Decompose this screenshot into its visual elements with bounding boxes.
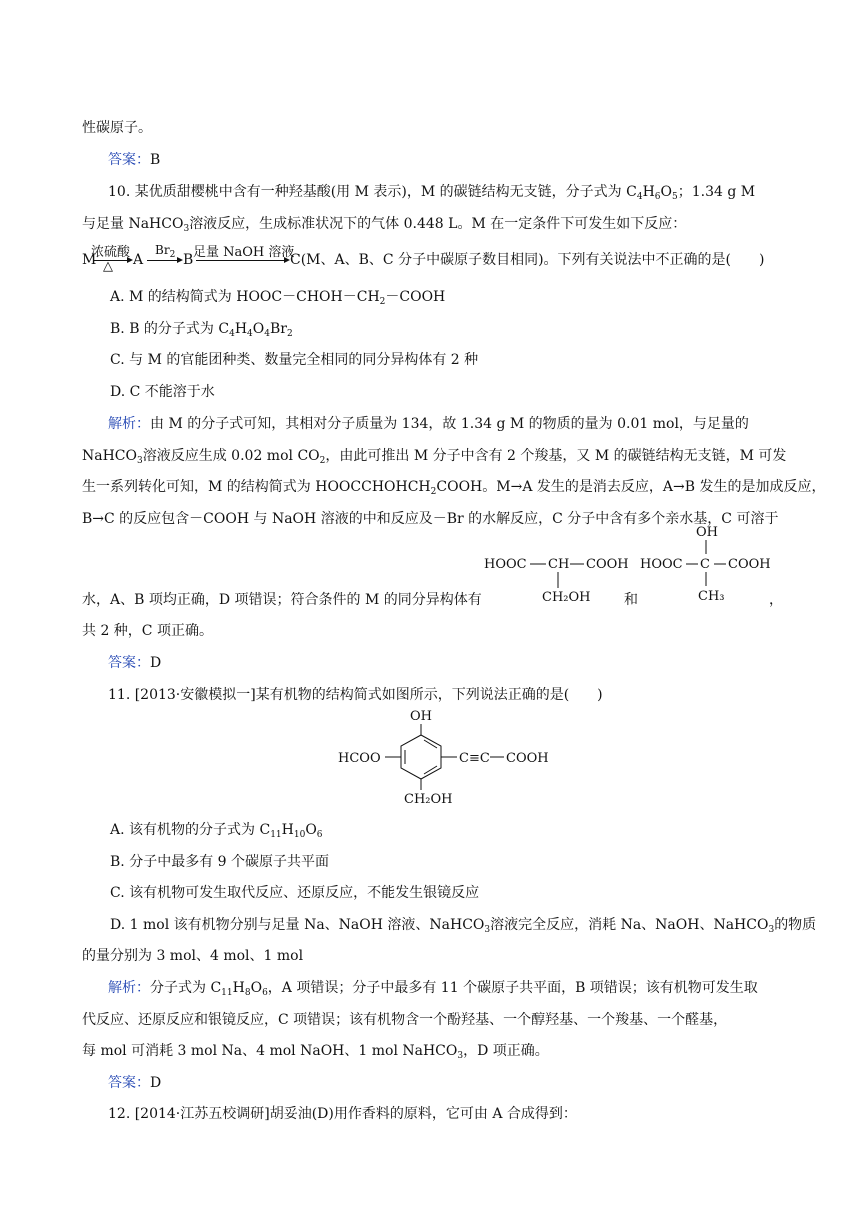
q11-option-d-line2: 的量分别为 3 mol、4 mol、1 mol — [82, 948, 304, 964]
q11-option-a: A. 该有机物的分子式为 $C_{11}H_{10}O_6$ — [110, 822, 323, 840]
q10-explanation-line1: 解析：由 M 的分子式可知，其相对分子质量为 134，故 1.34 g M 的物质的量为 0.01 mol，与足量的 — [108, 416, 749, 432]
svg-text:HCOO: HCOO — [338, 751, 381, 766]
q10-explanation-comma: ， — [769, 592, 783, 608]
q10-option-b: B. B 的分子式为 $C_4H_4O_4Br_2$ — [110, 321, 293, 339]
answer-label: 答案： — [108, 152, 150, 168]
svg-text:C: C — [700, 557, 710, 572]
q11-stem: 11. [2013·安徽模拟一]某有机物的结构简式如图所示，下列说法正确的是( ) — [108, 687, 603, 703]
q11-option-c: C. 该有机物可发生取代反应、还原反应，不能发生银镜反应 — [110, 885, 480, 901]
scheme-a: A — [133, 252, 144, 268]
isomer-structure-1 — [480, 548, 630, 608]
intro-line: 性碳原子。 — [82, 120, 152, 136]
svg-text:HOOC: HOOC — [484, 557, 527, 572]
q10-explanation-line4: B→C 的反应包含－COOH 与 NaOH 溶液的中和反应及－Br 的水解反应，C 分子中含有多个亲水基，C 可溶于 — [82, 511, 779, 527]
scheme-b: B — [183, 252, 194, 268]
arrow1-below: △ — [103, 259, 113, 274]
q10-explanation-line2: NaHCO$_3$溶液反应生成 0.02 mol $CO_2$，由此可推出 M 分子中含有 2 个羧基，又 M 的碳链结构无支链，M 可发 — [82, 448, 787, 466]
svg-text:OH: OH — [410, 709, 432, 724]
q10-stem-line2: 与足量 NaHCO$_3$溶液反应，生成标准状况下的气体 0.448 L。M 在一定条件下可发生如下反应： — [82, 216, 687, 234]
svg-text:CH₂OH: CH₂OH — [404, 792, 453, 806]
svg-text:OH: OH — [696, 525, 718, 540]
scheme-m: M — [82, 252, 97, 268]
q11-explanation-line1: 解析：分子式为 $C_{11}H_8O_6$，A 项错误；分子中最多有 11 个碳原子共平面，B 项错误；该有机物可发生取 — [108, 980, 758, 998]
q10-explanation-line6: 共 2 种，C 项正确。 — [82, 623, 213, 639]
q10-stem-line1: 10. 某优质甜樱桃中含有一种羟基酸(用 M 表示)，M 的碳链结构无支链，分子式为 $C_4H_6O_5$；1.34 g M — [108, 184, 756, 202]
svg-text:COOH: COOH — [506, 751, 549, 766]
answer-10: 答案：D — [108, 655, 162, 671]
answer-value: B — [150, 152, 161, 168]
q10-option-d: D. C 不能溶于水 — [110, 384, 215, 400]
q10-explanation-line3: 生一系列转化可知，M 的结构简式为 $HOOCCHOHCH_2COOH$。M→A 发生的是消去反应，A→B 发生的是加成反应， — [82, 479, 826, 497]
q10-option-c: C. 与 M 的官能团种类、数量完全相同的同分异构体有 2 种 — [110, 352, 479, 368]
q10-explanation-line5: 水，A、B 项均正确，D 项错误；符合条件的 M 的同分异构体有 — [82, 592, 482, 608]
q12-stem: 12. [2014·江苏五校调研]胡妥油(D)用作香料的原料，它可由 A 合成得到： — [108, 1106, 577, 1122]
q10-explanation-and: 和 — [624, 592, 638, 608]
svg-text:COOH: COOH — [728, 557, 771, 572]
arrow-2 — [147, 260, 181, 261]
q11-explanation-line3: 每 mol 可消耗 3 mol Na、4 mol NaOH、1 mol NaHCO$_3$，D 项正确。 — [82, 1043, 549, 1061]
arrow-3 — [196, 260, 288, 261]
arrow1-above: 浓硫酸 — [91, 245, 131, 260]
q11-explanation-line2: 代反应、还原反应和银镜反应，C 项错误；该有机物含一个酚羟基、一个醇羟基、一个羧基、一个醛基， — [82, 1012, 728, 1028]
arrow2-above: $Br_2$ — [155, 243, 176, 260]
svg-text:C≡C: C≡C — [459, 751, 490, 766]
svg-text:COOH: COOH — [586, 557, 629, 572]
q11-option-d-line1: D. 1 mol 该有机物分别与足量 Na、NaOH 溶液、NaHCO$_3$溶液完全反应，消耗 Na、NaOH、NaHCO$_3$的物质 — [110, 917, 817, 935]
svg-text:HOOC: HOOC — [640, 557, 683, 572]
q10-option-a: A. M 的结构简式为 $HOOC-CHOH-CH_2-COOH$ — [110, 289, 446, 307]
q11-option-b: B. 分子中最多有 9 个碳原子共平面 — [110, 854, 329, 870]
svg-text:CH₃: CH₃ — [698, 589, 725, 604]
svg-text:CH₂OH: CH₂OH — [542, 590, 591, 605]
answer-11: 答案：D — [108, 1075, 162, 1091]
q11-molecule-structure — [330, 706, 580, 806]
svg-text:CH: CH — [548, 557, 570, 572]
answer-9 — [108, 150, 160, 170]
arrow3-above: 足量 NaOH 溶液 — [193, 245, 295, 260]
scheme-tail: C(M、A、B、C 分子中碳原子数目相同)。下列有关说法中不正确的是( ) — [290, 252, 765, 268]
isomer-structure-2 — [636, 520, 776, 608]
